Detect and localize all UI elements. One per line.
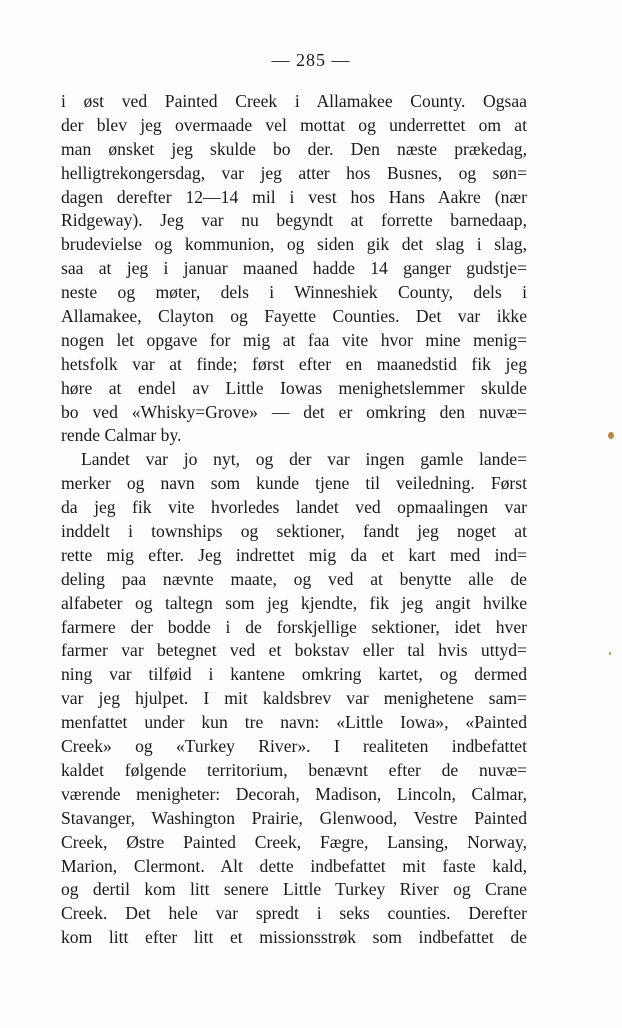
paragraph-first-line: Landet var jo nyt, og der var ingen gamle lande= [81,449,527,470]
text-line: alfabeter og taltegn som jeg kjendte, fik jeg angit hvilke [61,592,527,613]
paper-speck [609,652,611,655]
text-line: saa at jeg i januar maaned hadde 14 ganger gudstje= [61,258,527,279]
text-line: rende Calmar by. [61,425,182,446]
text-line: helligtrekongersdag, var jeg atter hos Busnes, og søn= [61,162,527,183]
text-line: da jeg fik vite hvorledes landet ved opmaalingen var [61,497,527,518]
text-line: inddelt i townships og sektioner, fandt jeg noget at [61,521,527,542]
text-line: dagen derefter 12—14 mil i vest hos Hans Aakre (nær [61,186,527,207]
text-line: Allamakee, Clayton og Fayette Counties. Det var ikke [61,306,527,327]
text-line: Creek» og «Turkey River». I realiteten indbefattet [61,736,527,757]
text-line: neste og møter, dels i Winneshiek County, dels i [61,282,527,303]
text-line: merker og navn som kunde tjene til veiledning. Først [61,473,527,494]
text-line: hetsfolk var at finde; først efter en maanedstid fik jeg [61,353,527,374]
text-line: og dertil kom litt senere Little Turkey River og Crane [61,879,527,900]
text-line: i øst ved Painted Creek i Allamakee County. Ogsaa [61,91,527,111]
text-line: farmer var betegnet ved et bokstav eller tal hvis uttyd= [61,640,527,661]
text-line: Creek, Østre Painted Creek, Fægre, Lansing, Norway, [61,831,527,852]
text-line: kaldet følgende territorium, benævnt efter de nuvæ= [61,759,527,780]
text-line: bo ved «Whisky=Grove» — det er omkring den nuvæ= [61,401,527,422]
text-line: brudevielse og kommunion, og siden gik det slag i slag, [61,234,527,255]
text-line: farmere der bodde i de forskjellige sektioner, idet hver [61,616,527,637]
text-line: kom litt efter litt et missionsstrøk som indbefattet de [61,927,527,948]
text-line: ning var tilføid i kantene omkring kartet, og dermed [61,664,527,685]
body-text [61,90,527,950]
text-line: værende menigheter: Decorah, Madison, Lincoln, Calmar, [61,783,527,804]
text-line: Stavanger, Washington Prairie, Glenwood, Vestre Painted [61,807,527,828]
text-line: man ønsket jeg skulde bo der. Den næste prækedag, [61,138,527,159]
text-line: Marion, Clermont. Alt dette indbefattet mit faste kald, [61,855,527,876]
paper-speck [608,432,614,439]
text-line: var jeg hjulpet. I mit kaldsbrev var menighetene sam= [61,688,527,709]
text-line: høre at endel av Little Iowas menighetslemmer skulde [61,377,527,398]
text-line: rette mig efter. Jeg indrettet mig da et kart med ind= [61,544,527,565]
text-line: Ridgeway). Jeg var nu begyndt at forrette barnedaap, [61,210,527,231]
text-line: Creek. Det hele var spredt i seks counties. Derefter [61,903,527,924]
text-line: menfattet under kun tre navn: «Little Iowa», «Painted [61,712,527,733]
text-line: nogen let opgave for mig at faa vite hvor mine menig= [61,329,527,350]
text-line: deling paa nævnte maate, og ved at benytte alle de [61,568,527,589]
text-line: der blev jeg overmaade vel mottat og underrettet om at [61,114,527,135]
page-number: — 285 — [271,50,351,70]
